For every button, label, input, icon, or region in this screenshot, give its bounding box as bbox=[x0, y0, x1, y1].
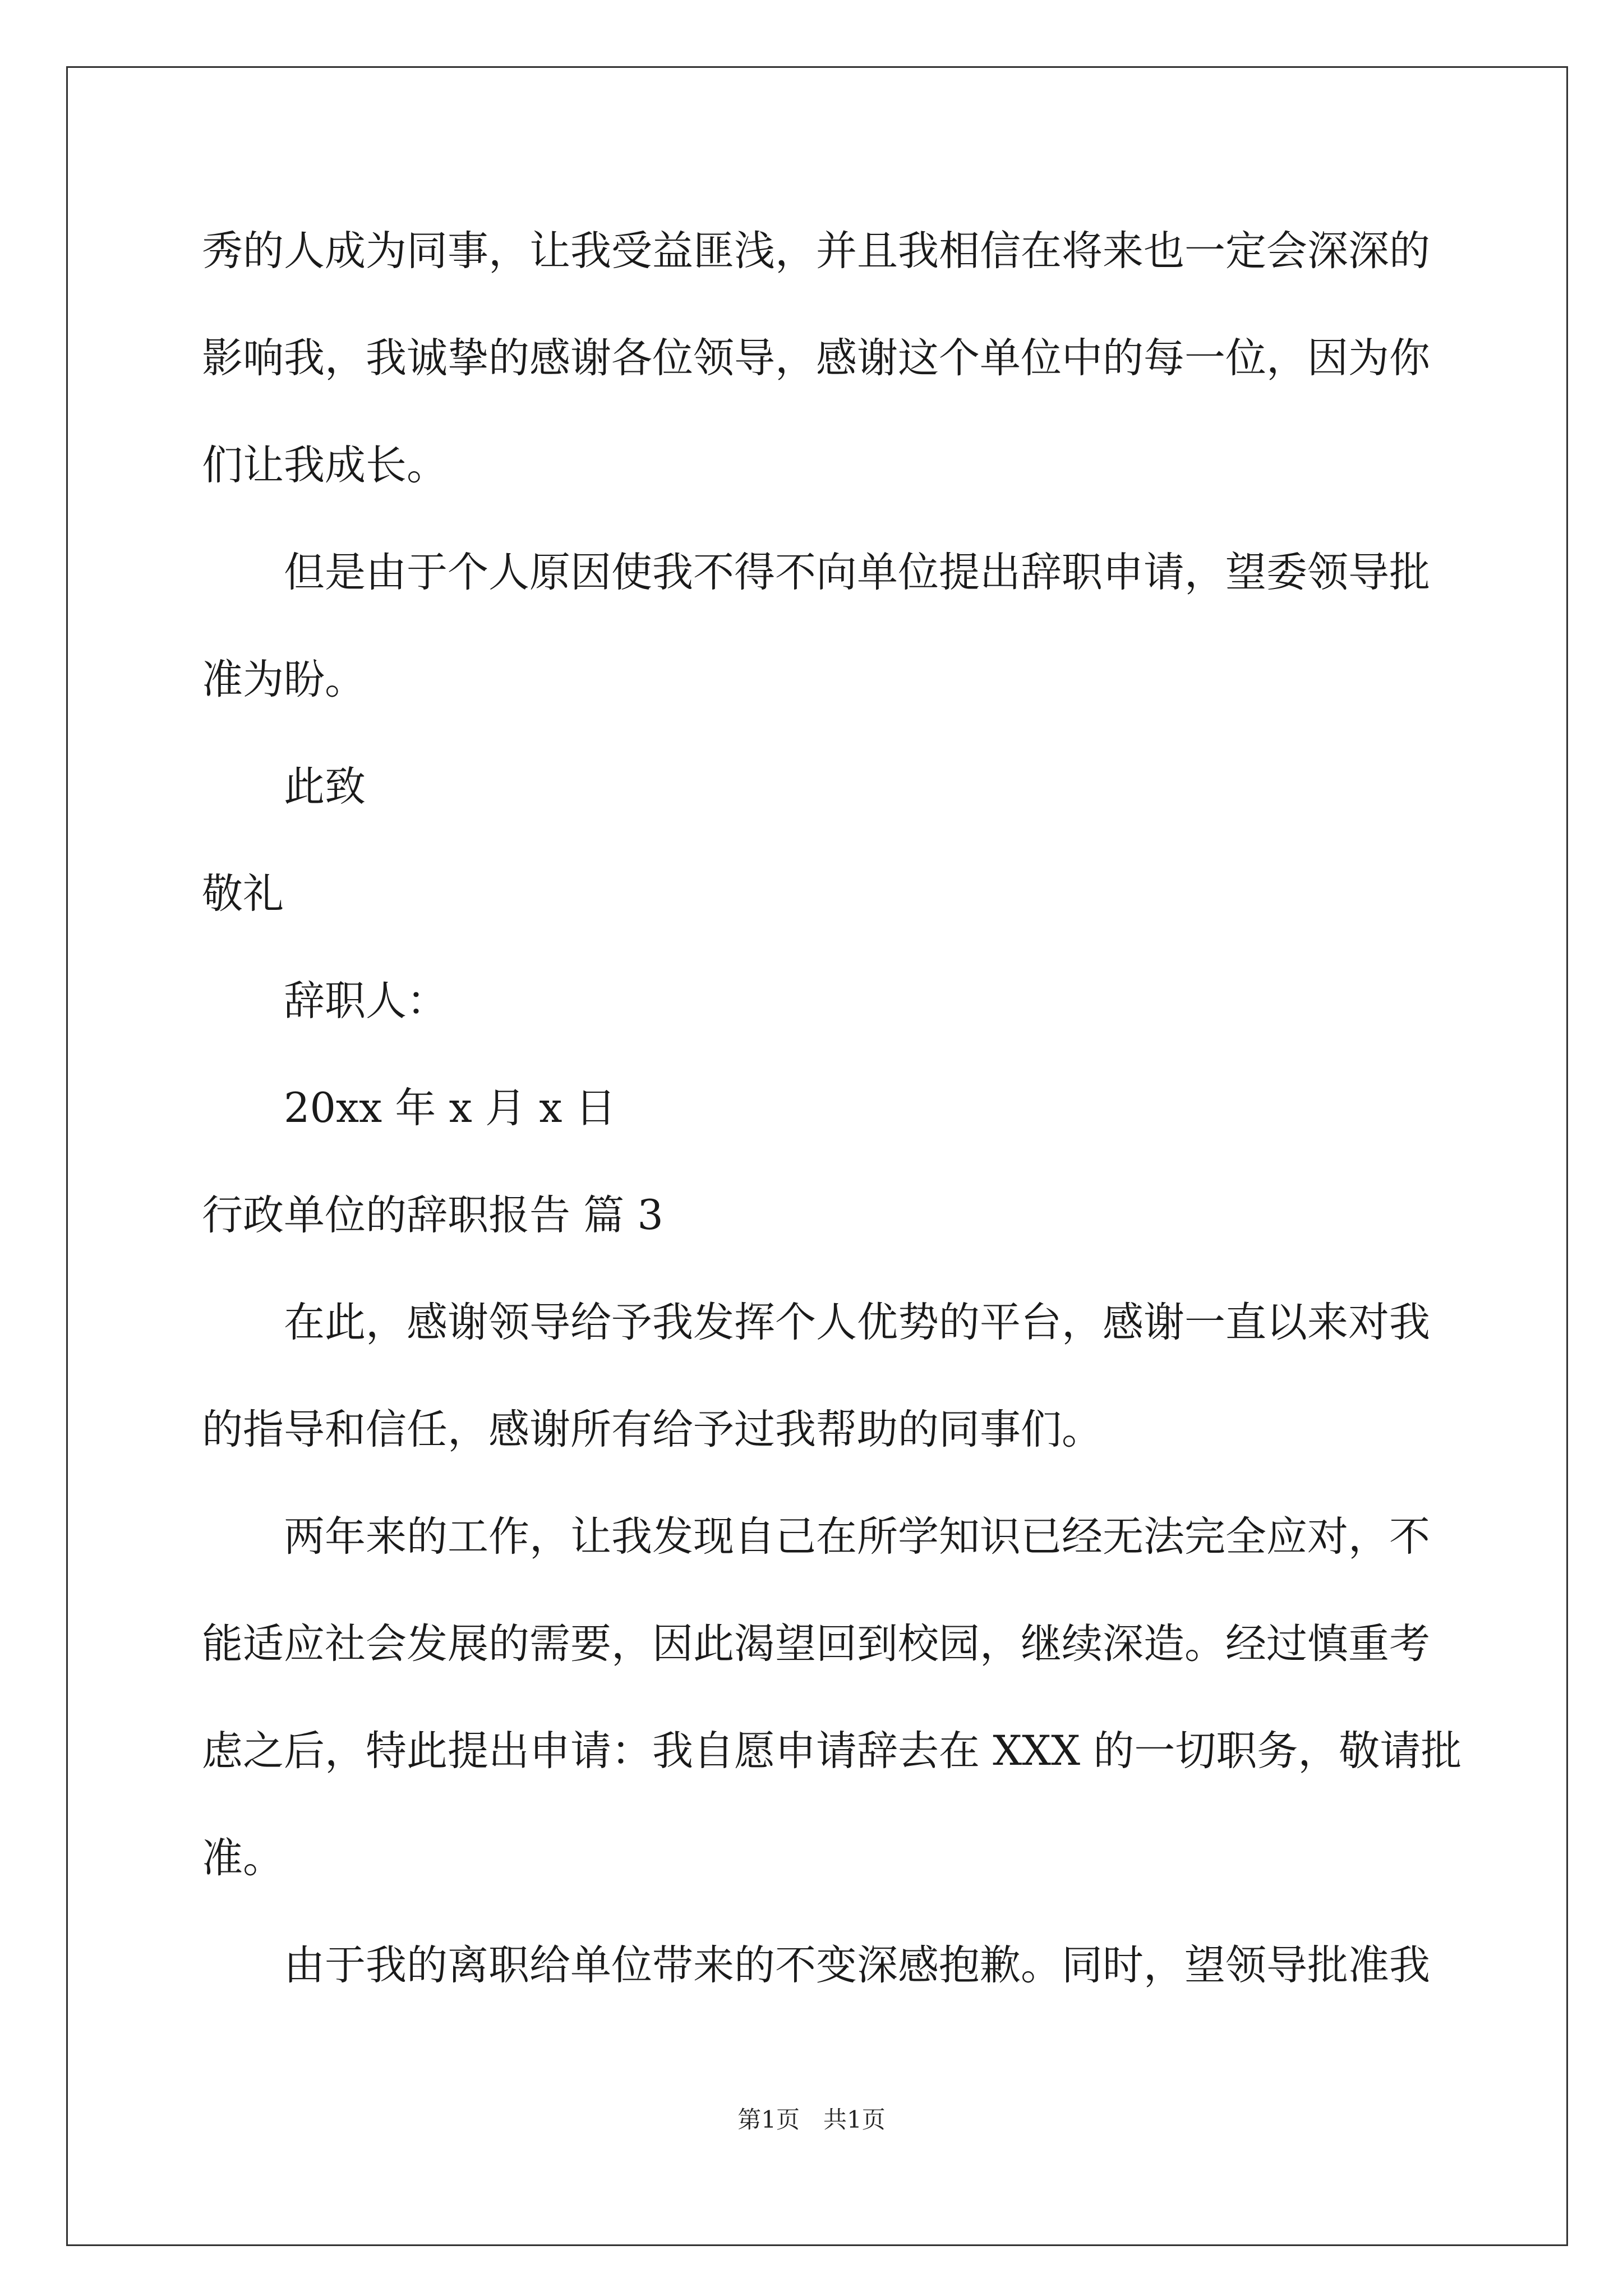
salutation-line: 此致 bbox=[284, 763, 366, 811]
body-line: 影响我，我诚挚的感谢各位领导，感谢这个单位中的每一位，因为你 bbox=[202, 334, 1430, 382]
body-line: 秀的人成为同事，让我受益匪浅，并且我相信在将来也一定会深深的 bbox=[202, 227, 1430, 275]
body-line: 的指导和信任，感谢所有给予过我帮助的同事们。 bbox=[202, 1406, 1103, 1453]
body-line: 准为盼。 bbox=[202, 656, 366, 703]
body-line: 但是由于个人原因使我不得不向单位提出辞职申请，望委领导批 bbox=[284, 549, 1430, 596]
closing-line: 敬礼 bbox=[202, 870, 284, 918]
body-line: 能适应社会发展的需要，因此渴望回到校园，继续深造。经过慎重考 bbox=[202, 1620, 1430, 1668]
body-line: 在此，感谢领导给予我发挥个人优势的平台，感谢一直以来对我 bbox=[284, 1299, 1430, 1346]
body-line: 两年来的工作，让我发现自己在所学知识已经无法完全应对，不 bbox=[284, 1513, 1430, 1561]
body-line: 虑之后，特此提出申请：我自愿申请辞去在 XXX 的一切职务，敬请批 bbox=[202, 1727, 1462, 1775]
body-line: 由于我的离职给单位带来的不变深感抱歉。同时，望领导批准我 bbox=[284, 1941, 1430, 1989]
section-heading: 行政单位的辞职报告 篇 3 bbox=[202, 1191, 663, 1239]
signature-line: 辞职人： bbox=[284, 977, 448, 1025]
body-line: 准。 bbox=[202, 1834, 284, 1882]
date-line: 20xx 年 x 月 x 日 bbox=[284, 1084, 616, 1132]
body-line: 们让我成长。 bbox=[202, 441, 448, 489]
page-number-footer: 第1页 共1页 bbox=[737, 2106, 886, 2133]
document-body bbox=[202, 197, 1462, 2019]
